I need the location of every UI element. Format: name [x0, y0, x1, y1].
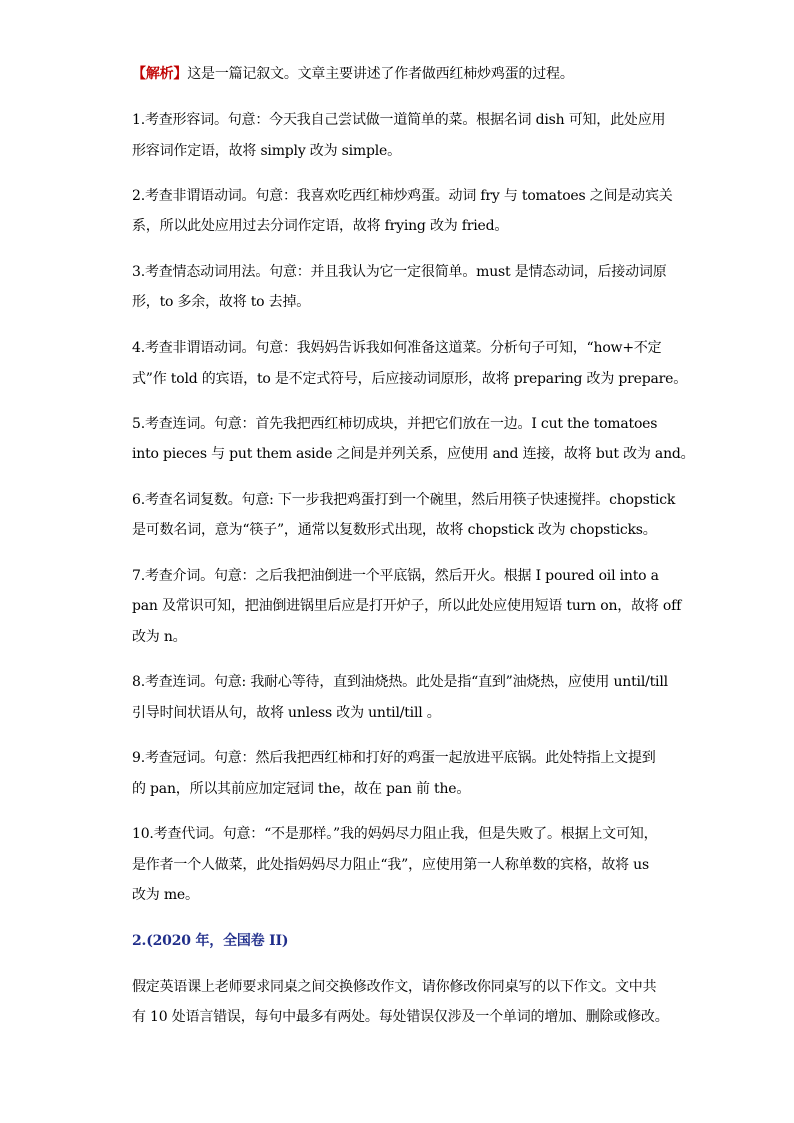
item-6-line-1: 6.考查名词复数。句意: 下一步我把鸡蛋打到一个碗里，然后用筷子快速搅拌。chopstick: [132, 492, 676, 508]
analysis-intro: 这是一篇记叙文。文章主要讲述了作者做西红柿炒鸡蛋的过程。: [187, 66, 574, 82]
item-6-line-2: 是可数名词，意为“筷子”，通常以复数形式出现，故将 chopstick 改为 chopsticks。: [132, 522, 657, 538]
question-text-line-1: 假定英语课上老师要求同桌之间交换修改作文，请你修改你同桌写的以下作文。文中共: [132, 979, 657, 995]
item-4-line-1: 4.考查非谓语动词。句意：我妈妈告诉我如何准备这道菜。分析句子可知，“how+不定: [132, 340, 662, 356]
item-5-line-1: 5.考查连词。句意：首先我把西红柿切成块，并把它们放在一边。I cut the tomatoes: [132, 416, 658, 432]
item-1-line-1: 1.考查形容词。句意：今天我自己尝试做一道简单的菜。根据名词 dish 可知，此处应用: [132, 112, 666, 128]
item-1-line-2: 形容词作定语，故将 simply 改为 simple。: [132, 143, 401, 159]
item-5-line-2: into pieces 与 put them aside 之间是并列关系，应使用 and 连接，故将 but 改为 and。: [132, 446, 695, 462]
item-7-line-1: 7.考查介词。句意：之后我把油倒进一个平底锅，然后开火。根据 I poured oil into a: [132, 568, 659, 584]
item-4-line-2: 式”作 told 的宾语，to 是不定式符号，后应接动词原形，故将 preparing 改为 prepare。: [132, 371, 688, 387]
item-10-line-2: 是作者一个人做菜，此处指妈妈尽力阻止“我”，应使用第一人称单数的宾格，故将 us: [132, 857, 649, 873]
item-7-line-2: pan 及常识可知，把油倒进锅里后应是打开炉子，所以此处应使用短语 turn on，故将 off: [132, 598, 682, 614]
item-10-line-3: 改为 me。: [132, 887, 199, 903]
analysis-tag: 【解析】: [132, 66, 188, 82]
item-10-line-1: 10.考查代词。句意：“不是那样。”我的妈妈尽力阻止我，但是失败了。根据上文可知，: [132, 826, 658, 842]
item-8-line-2: 引导时间状语从句，故将 unless 改为 until/till 。: [132, 705, 441, 721]
item-2-line-1: 2.考查非谓语动词。句意：我喜欢吃西红柿炒鸡蛋。动词 fry 与 tomatoes 之间是动宾关: [132, 188, 673, 204]
question-heading: 2.(2020 年，全国卷 II): [132, 933, 289, 949]
item-8-line-1: 8.考查连词。句意: 我耐心等待，直到油烧热。此处是指“直到”油烧热，应使用 until/till: [132, 674, 668, 690]
question-text-line-2: 有 10 处语言错误，每句中最多有两处。每处错误仅涉及一个单词的增加、删除或修改。: [132, 1009, 669, 1025]
analysis-line: [132, 64, 574, 84]
item-9-line-2: 的 pan，所以其前应加定冠词 the，故在 pan 前 the。: [132, 781, 471, 797]
item-3-line-2: 形，to 多余，故将 to 去掉。: [132, 294, 311, 310]
item-7-line-3: 改为 n。: [132, 629, 187, 645]
item-2-line-2: 系，所以此处应用过去分词作定语，故将 frying 改为 fried。: [132, 218, 509, 234]
item-3-line-1: 3.考查情态动词用法。句意：并且我认为它一定很简单。must 是情态动词，后接动词原: [132, 264, 667, 280]
item-9-line-1: 9.考查冠词。句意：然后我把西红柿和打好的鸡蛋一起放进平底锅。此处特指上文提到: [132, 750, 656, 766]
